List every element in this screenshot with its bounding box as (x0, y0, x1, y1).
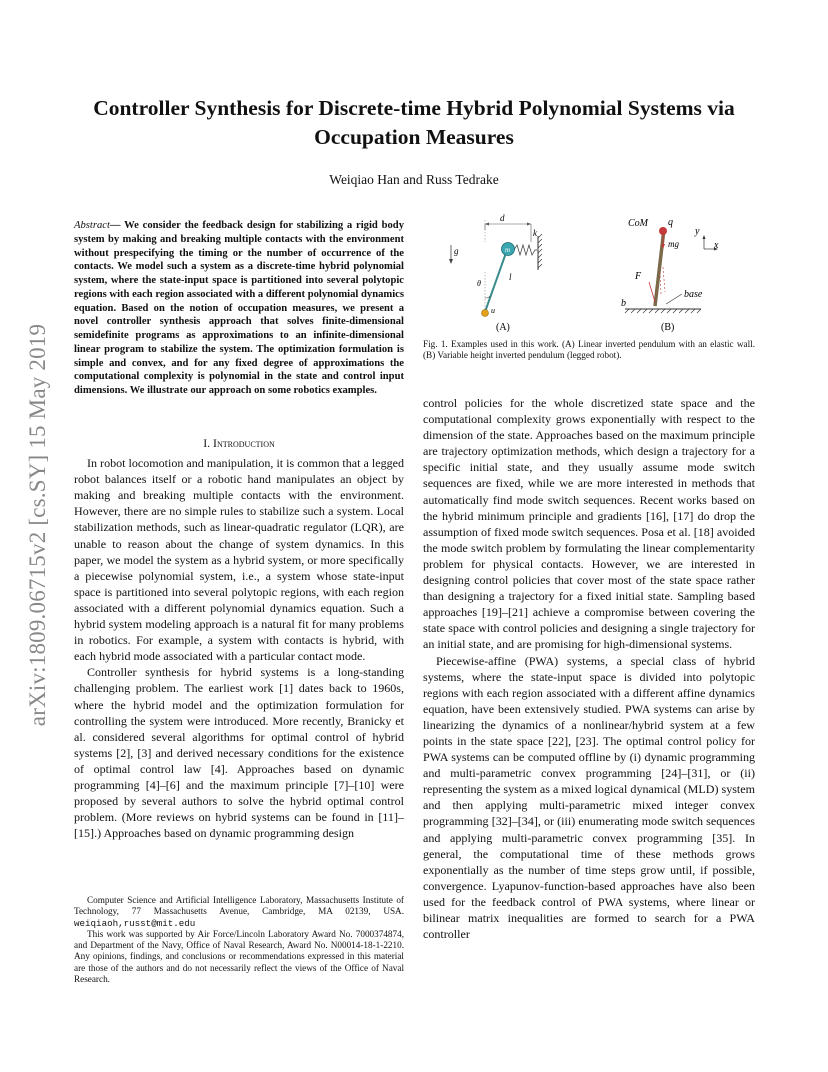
footnote-affiliation-text: Computer Science and Artificial Intelligence Laboratory, Massachusetts Institute of Technology, 77 Massachusetts Avenue, Cambridge, MA 02139, USA. (74, 895, 404, 917)
figure-b (621, 217, 719, 333)
label-mg: mg (668, 239, 679, 249)
abstract (74, 219, 404, 398)
label-com: CoM (628, 218, 648, 229)
label-y: y (695, 226, 700, 237)
label-m: m (505, 246, 511, 254)
figure-caption: Fig. 1. Examples used in this work. (A) Linear inverted pendulum with an elastic wall. (B) Variable height inverted pendulum (legged robot). (423, 339, 755, 361)
paper-title (60, 94, 768, 152)
author-email: weiqiaoh,russt@mit.edu (74, 917, 196, 929)
footnote-affiliation (74, 895, 404, 929)
label-b: b (621, 298, 626, 309)
figure-1 (423, 212, 755, 337)
right-column-text (423, 395, 755, 942)
label-b-panel: (B) (661, 322, 675, 333)
figure-a (449, 213, 542, 333)
abstract-label: Abstract (74, 220, 110, 231)
abstract-text: — We consider the feedback design for stabilizing a rigid body system by making and breaking multiple contacts with the environment without prespecifying the timing or the number of occurrence of the contacts. We model such a system as a discrete-time hybrid polynomial system, where the state-input space is partitioned into several polytopic regions with each region associated with a different polynomial dynamics equation. Based on the notion of occupation measures, we present a novel controller synthesis approach that solves finite-dimensional semidefinite programs as approximations to an infinite-dimensional linear program to stabilize the system. The optimization formulation is simple and convex, and for any fixed degree of approximations the computational complexity is polynomial in the state and control input dimensions. We illustrate our approach on some robotics examples. (74, 220, 404, 396)
figure-1-drawing (423, 212, 755, 337)
arxiv-identifier-text: arXiv:1809.06715v2 [cs.SY] 15 May 2019 (25, 323, 50, 727)
label-u: u (491, 306, 495, 315)
introduction (74, 427, 404, 841)
label-g: g (454, 246, 459, 256)
intro-paragraph-2: Controller synthesis for hybrid systems is a long-standing challenging problem. The earliest work [1] dates back to 1960s, where the hybrid model and the optimization formulation for controlling the system were introduced. More recently, Branicky et al. considered several algorithms for optimal control of hybrid systems [2], [3] and derived necessary conditions for the existence of optimal control law [4]. Approaches based on dynamic programming [4]–[6] and the maximum principle [7]–[10] were proposed by several authors to solve the hybrid optimal control problem. (More reviews on hybrid systems can be found in [11]–[15].) Approaches based on dynamic programming design (74, 665, 404, 841)
right-paragraph-1: control policies for the whole discretized state space and the computational complexity grows exponentially with respect to the dimension of the state. Approaches based on the maximum principle are trajectory optimization methods, which design a trajectory for a specific initial state, and they usually assume mode switch sequences are fixed, while we are more interested in methods that automatically find mode switch sequences. Recent works based on the hybrid minimum principle and gradients [16], [17] do drop the assumption of fixed mode switch sequences. Posa et al. [18] avoided the mode switch problem by formulating the linear complementarity problem for physical contacts. However, we are interested in designing control policies that cover most of the state space rather than designing a trajectory for a fixed initial state. Sampling based approaches [19]–[21] achieve a compromise between covering the state space with control policies and designing a single trajectory for an initial state, and are promising for high-dimensional systems. (423, 396, 755, 652)
footnotes (74, 895, 404, 985)
authors: Weiqiao Han and Russ Tedrake (329, 172, 499, 187)
title-line-1: Controller Synthesis for Discrete-time Hybrid Polynomial Systems via (93, 96, 735, 120)
title-line-2: Occupation Measures (314, 125, 514, 149)
label-x: x (714, 240, 719, 251)
intro-paragraph-1: In robot locomotion and manipulation, it is common that a legged robot balances itself or a robotic hand manipulates an object by making and breaking multiple contacts with the environment. However, there are no simple rules to stabilize such a system. Local stabilization methods, such as linear-quadratic regulator (LQR), are unable to reason about the change of system dynamics. In this paper, we model the system as a hybrid system, or more specifically a piecewise polynomial system, i.e., a system whose state-input space is partitioned into several polytopic regions, with each region associated with a different polynomial dynamics equation. Such a hybrid system modeling approach is a natural fit for many problems in robotics. For example, a system with contacts is hybrid, with each hybrid mode associated with a particular contact mode. (74, 456, 404, 664)
label-l: l (509, 272, 512, 282)
label-q: q (668, 217, 673, 228)
label-theta: θ (477, 279, 481, 288)
section-heading: I. Introduction (203, 436, 275, 450)
right-paragraph-2: Piecewise-affine (PWA) systems, a special class of hybrid systems, where the state-input space is divided into polytopic regions with each region associated with a different affine dynamics equation, have been extensively studied. PWA systems can arise by linearizing the dynamics of a nonlinear/hybrid system at a few points in the state space [22], [23]. The optimal control policy for PWA systems can be computed offline by (i) dynamic programming and multi-parametric convex programming [24]–[31], or (ii) representing the system as a mixed logical dynamical (MLD) system and then applying multi-parametric mixed integer convex programming [32]–[34], or (iii) enumerating mode switch sequences and applying multi-parametric convex programming [35]. In general, the computational time of these methods grows exponentially as the number of time steps grow until, if possible, convergence. Lyapunov-function-based approaches have also been used for the feedback control of PWA systems, where linear or bilinear matrix inequalities are formed to search for a PWA controller (423, 653, 755, 942)
label-d: d (500, 213, 505, 223)
label-base: base (684, 289, 703, 300)
arxiv-identifier (8, 280, 68, 770)
label-k: k (533, 228, 537, 238)
label-f: F (635, 271, 642, 282)
footnote-funding: This work was supported by Air Force/Lincoln Laboratory Award No. 7000374874, and Department of the Navy, Office of Naval Research, Award No. N00014-18-1-2210. Any opinions, findings, and conclusions or recommendations expressed in this material are those of the authors and do not necessarily reflect the views of the Office of Naval Research. (74, 928, 404, 985)
label-a: (A) (496, 322, 510, 333)
